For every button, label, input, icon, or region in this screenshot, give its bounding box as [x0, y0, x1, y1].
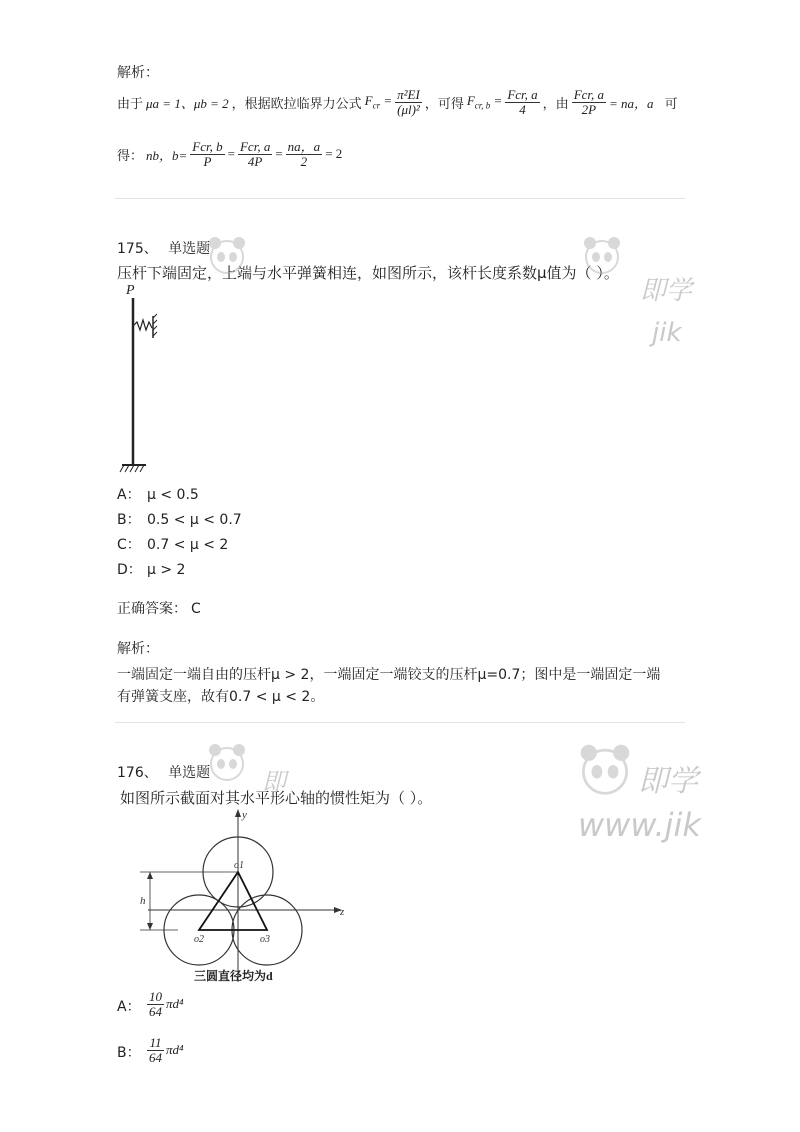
q176-option-b[interactable]: B： $\frac{11}{64}$ πd⁴	[117, 1035, 184, 1065]
prev-na-value: = na，a	[609, 95, 654, 111]
q175-number: 175、	[117, 241, 158, 257]
q175-stem: 压杆下端固定，上端与水平弹簧相连，如图所示，该杆长度系数μ值为（ ）。	[117, 264, 619, 282]
prev-nb-value: nb，b=	[146, 147, 188, 163]
q176-o3-label: o3	[260, 934, 270, 945]
q175-load-label: P	[126, 283, 135, 298]
q176-number: 176、	[117, 765, 158, 781]
q176-circles-figure	[128, 806, 358, 986]
q176-option-b-fraction: $\frac{11}{64}$	[149, 1035, 162, 1065]
q175-analysis-label: 解析：	[117, 641, 159, 657]
q176-stem: 如图所示截面对其水平形心轴的惯性矩为（ ）。	[120, 789, 433, 807]
q176-option-a[interactable]: A： $\frac{10}{64}$ πd⁴	[117, 989, 184, 1019]
q176-y-label: y	[242, 809, 247, 821]
prev-formula-line-1	[117, 88, 678, 116]
q175-analysis-line-2: 有弹簧支座，故有0.7 < μ < 2。	[117, 689, 325, 705]
watermark-text: 即学	[640, 276, 693, 306]
q176-o1-label: o1	[234, 860, 244, 871]
prev-formula-line-2: 得： nb，b= $\frac{\text{Fcr, b}}{P}$ = $\frac{\text{Fcr, a}}{4P}$ = $\frac{na,a}{2}$ = 2	[117, 139, 343, 169]
separator-1	[115, 198, 685, 199]
q176-z-label: z	[340, 906, 345, 918]
prev-fraction-4: $\frac{\text{Fcr, b}}{P}$	[192, 139, 223, 169]
q175-option-a[interactable]: A： μ < 0.5	[117, 487, 199, 503]
prev-text-you: ，由	[542, 95, 569, 111]
q176-type: 单选题	[168, 765, 211, 781]
q175-spring-icon	[133, 320, 152, 330]
watermark-url: jik	[652, 318, 682, 348]
watermark-url: www.jik	[578, 806, 701, 844]
q176-header	[117, 762, 210, 782]
q175-option-d[interactable]: D： μ > 2	[117, 562, 186, 578]
prev-text-youyu: 由于	[117, 95, 144, 111]
q176-h-label: h	[140, 895, 146, 907]
q175-answer: 正确答案： C	[117, 601, 201, 617]
prev-fraction-6: $\frac{na,a}{2}$	[287, 139, 321, 169]
prev-fraction-3: $\frac{\text{Fcr, a}}{2P}$	[573, 87, 605, 117]
prev-text-de: 得：	[117, 147, 144, 163]
watermark-panda-icon	[205, 742, 249, 782]
watermark-text: 即学	[638, 764, 698, 799]
q175-option-b[interactable]: B： 0.5 < μ < 0.7	[117, 512, 242, 528]
q175-answer-value: C	[191, 601, 201, 617]
watermark-panda-icon	[575, 742, 635, 796]
watermark-panda-icon	[205, 235, 249, 275]
q175-type: 单选题	[168, 241, 211, 257]
prev-analysis-label: 解析：	[117, 65, 159, 81]
prev-fraction-2: $\frac{\text{Fcr, a}}{4}$	[507, 87, 538, 117]
prev-fraction-5: $\frac{\text{Fcr, a}}{4P}$	[239, 139, 271, 169]
prev-euler-fraction: $\frac{\text{π²EI}}{\text{(μl)²}}$	[397, 87, 420, 117]
watermark-text: 即	[262, 768, 286, 796]
prev-result: = 2	[325, 146, 343, 162]
q176-option-a-fraction: $\frac{10}{64}$	[149, 989, 162, 1019]
q176-o2-label: o2	[194, 934, 204, 945]
q175-analysis-line-1: 一端固定一端自由的压杆μ > 2，一端固定一端铰支的压杆μ=0.7；图中是一端固定一端	[117, 667, 661, 683]
separator-2	[115, 722, 685, 723]
prev-text-ke: 可	[664, 95, 678, 111]
q175-option-c[interactable]: C： 0.7 < μ < 2	[117, 537, 229, 553]
watermark-panda-icon	[580, 235, 624, 275]
prev-fcrb-symbol: $F_{cr, b}$ =	[466, 93, 503, 111]
q175-column-figure	[118, 282, 168, 474]
prev-text-kede: ，可得	[424, 95, 464, 111]
q176-figure-caption: 三圆直径均为d	[194, 969, 273, 983]
prev-text-euler: ，根据欧拉临界力公式	[231, 95, 362, 111]
q175-header	[117, 238, 210, 258]
prev-mu-values: μa = 1、μb = 2	[146, 95, 229, 111]
prev-fcr-symbol: $F_{cr}$ =	[364, 93, 393, 111]
